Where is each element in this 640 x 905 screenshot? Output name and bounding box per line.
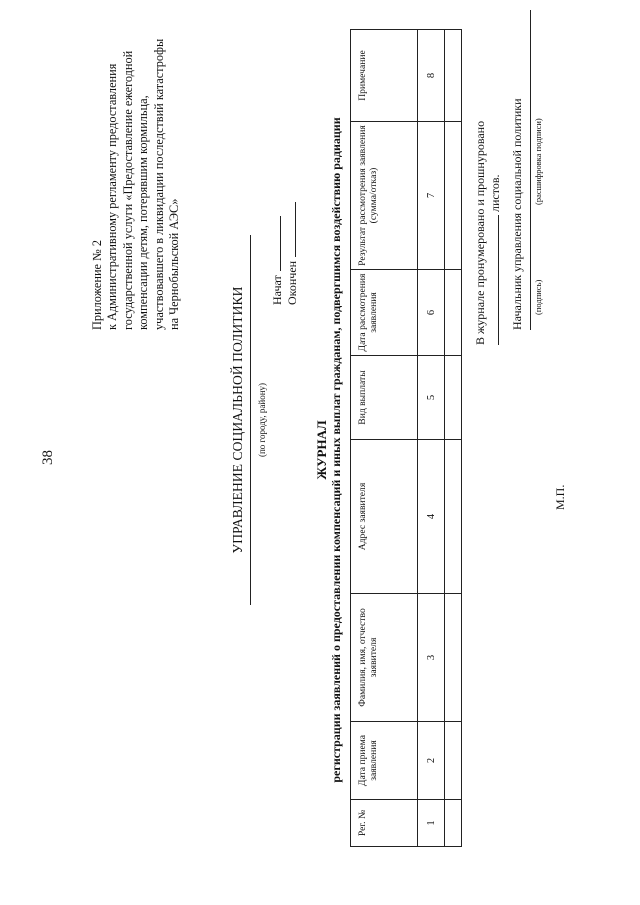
column-number-row xyxy=(418,30,445,847)
page-number: 38 xyxy=(40,450,56,465)
table-header-row xyxy=(351,30,418,847)
column-header: Дата приема заявления xyxy=(351,722,418,800)
head-of-department-label: Начальник управления социальной политики xyxy=(510,98,524,330)
appendix-line: компенсации детям, потерявшим кормильца, xyxy=(136,95,151,330)
started-blank xyxy=(280,216,281,271)
column-header: Примечание xyxy=(351,30,418,122)
ended-label: Окончен xyxy=(285,260,299,305)
appendix-line: государственной услуги «Предоставление ежегодной xyxy=(120,50,135,330)
appendix-line: к Административному регламенту предоставления xyxy=(105,63,120,330)
column-number: 7 xyxy=(418,122,445,270)
column-header: Адрес заявителя xyxy=(351,440,418,594)
column-number: 6 xyxy=(418,270,445,356)
stamp-place-label: М.П. xyxy=(553,484,567,510)
column-number: 4 xyxy=(418,440,445,594)
signature-label: (подпись) xyxy=(533,279,543,315)
column-number: 2 xyxy=(418,722,445,800)
started-label: Начат xyxy=(270,275,284,305)
column-number: 3 xyxy=(418,594,445,722)
period-block xyxy=(270,202,300,305)
column-number: 8 xyxy=(418,30,445,122)
column-header: Рег. № xyxy=(351,800,418,847)
laced-line: В журнале пронумеровано и прошнуровано xyxy=(473,120,487,345)
sheet-count-blank xyxy=(498,215,499,345)
department-underline xyxy=(250,235,251,605)
column-header: Вид выплаты xyxy=(351,356,418,440)
appendix-line: на Чернобыльской АЭС» xyxy=(167,198,182,330)
journal-title: ЖУРНАЛ xyxy=(314,420,329,480)
table-row xyxy=(445,30,462,847)
appendix-line: Приложение № 2 xyxy=(90,239,104,330)
signature-line xyxy=(530,10,531,330)
department-subtitle: (по городу, району) xyxy=(257,382,267,458)
appendix-block xyxy=(90,20,182,330)
column-header: Дата рассмотрения заявления xyxy=(351,270,418,356)
journal-subtitle: регистрации заявлений о предоставлении компенсаций и иных выплат гражданам, подвергшимся воздействию радиации xyxy=(329,117,343,783)
laced-note xyxy=(473,121,503,345)
signature-decoding-label: (расшифровка подписи) xyxy=(533,118,543,205)
sheets-label: листов. xyxy=(488,174,502,212)
registration-table xyxy=(350,29,462,847)
column-header: Результат рассмотрения заявления (сумма/отказ) xyxy=(351,122,418,270)
column-header: Фамилия, имя, отчество заявителя xyxy=(351,594,418,722)
appendix-line: участвовавшего в ликвидации последствий катастрофы xyxy=(151,38,166,330)
department-title: УПРАВЛЕНИЕ СОЦИАЛЬНОЙ ПОЛИТИКИ xyxy=(230,286,245,554)
column-number: 5 xyxy=(418,356,445,440)
ended-blank xyxy=(295,202,296,257)
column-number: 1 xyxy=(418,800,445,847)
